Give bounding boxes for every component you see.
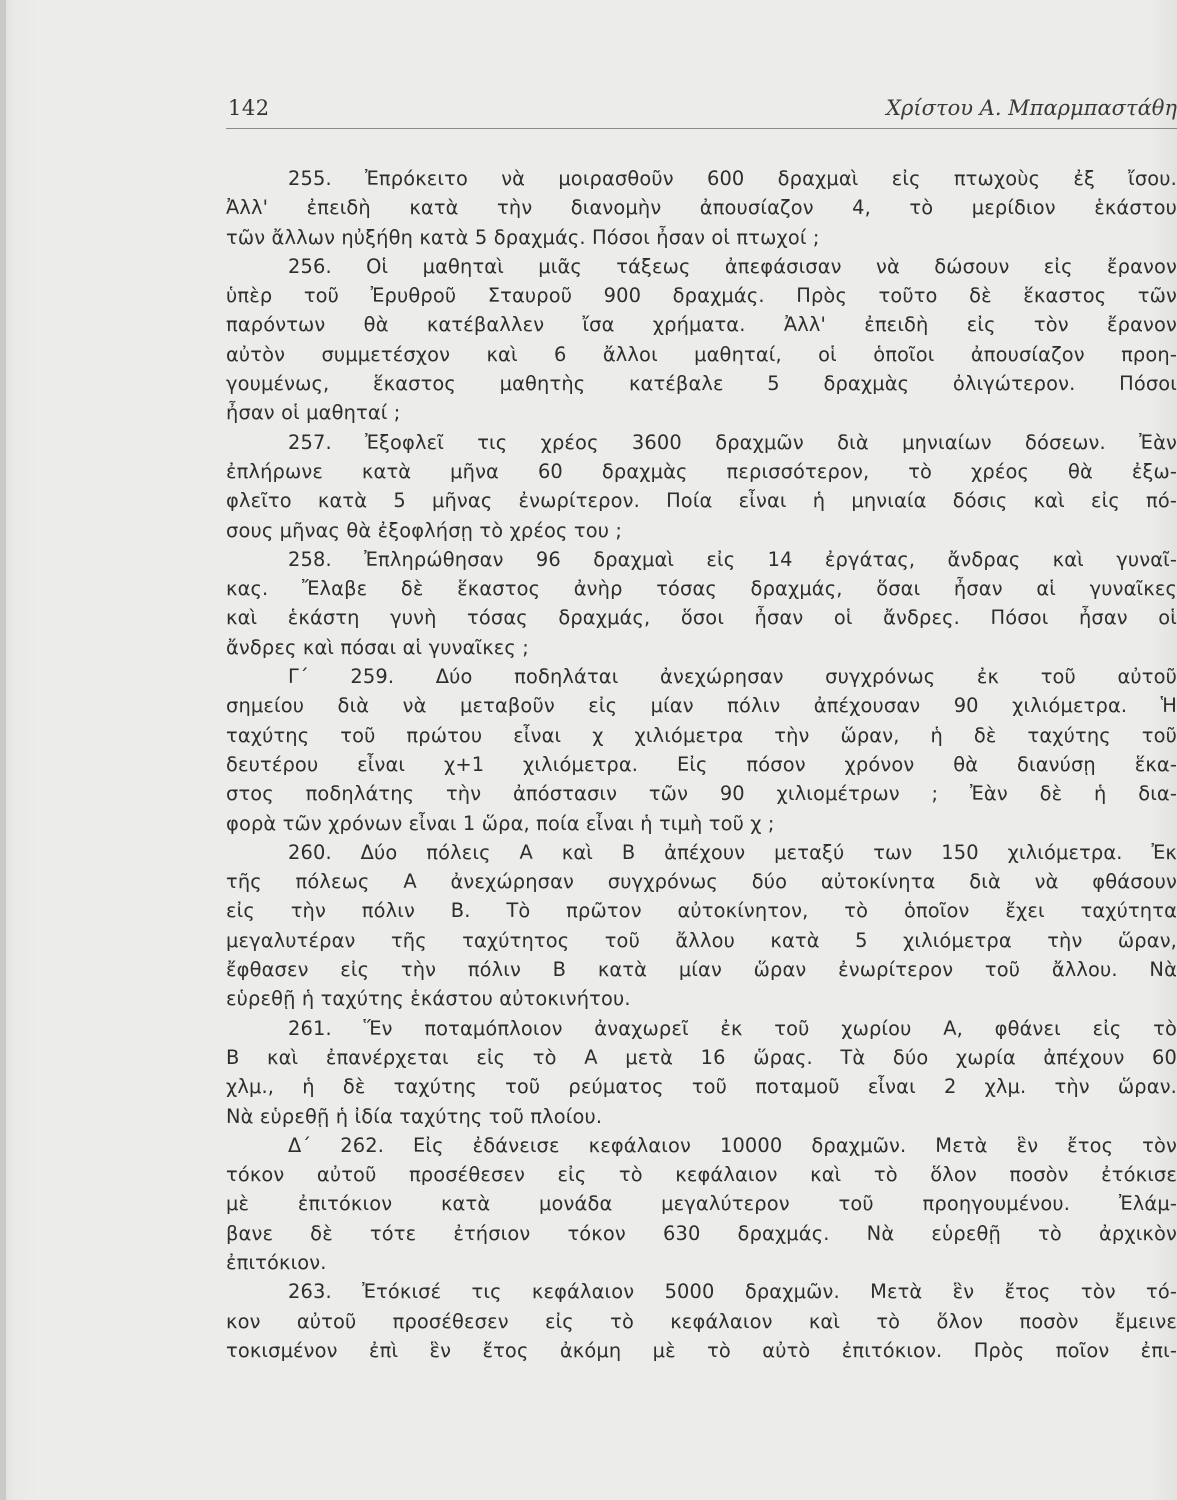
text-line: γουμένως, ἕκαστος μαθητὴς κατέβαλε 5 δραχμὰς ὀλιγώτερον. Πόσοι [226, 372, 1177, 396]
text-line: σους μῆνας θὰ ἐξοφλήσῃ τὸ χρέος του ; [226, 518, 623, 542]
text-line: 255. Ἐπρόκειτο νὰ μοιρασθοῦν 600 δραχμαὶ εἰς πτωχοὺς ἐξ ἴσου. [288, 167, 1177, 190]
text-line: στος ποδηλάτης τὴν ἀπόστασιν τῶν 90 χιλιομέτρων ; Ἐὰν δὲ ἡ δια- [226, 782, 1177, 806]
text-line: 260. Δύο πόλεις Α καὶ Β ἀπέχουν μεταξύ των 150 χιλιόμετρα. Ἐκ [288, 840, 1177, 864]
text-line: παρόντων θὰ κατέβαλλεν ἴσα χρήματα. Ἀλλ' ἐπειδὴ εἰς τὸν ἔρανον [226, 313, 1177, 337]
text-line: εὑρεθῇ ἡ ταχύτης ἑκάστου αὐτοκινήτου. [226, 987, 631, 1011]
running-title: Χρίστου Α. Μπαρμπαστάθη [886, 96, 1177, 120]
text-line: μεγαλυτέραν τῆς ταχύτητος τοῦ ἄλλου κατὰ 5 χιλιόμετρα τὴν ὥραν, [226, 928, 1177, 952]
problem-text-column [226, 164, 1177, 1365]
text-line: αὐτὸν συμμετέσχον καὶ 6 ἄλλοι μαθηταί, οἱ ὁποῖοι ἀπουσίαζον προη- [226, 342, 1177, 366]
text-line: Β καὶ ἐπανέρχεται εἰς τὸ Α μετὰ 16 ὥρας. Τὰ δύο χωρία ἀπέχουν 60 [226, 1045, 1177, 1069]
text-line: φορὰ τῶν χρόνων εἶναι 1 ὥρα, ποία εἶναι ἡ τιμὴ τοῦ χ ; [226, 811, 775, 835]
text-line: Νὰ εὑρεθῇ ἡ ἰδία ταχύτης τοῦ πλοίου. [226, 1104, 603, 1128]
text-line: φλεῖτο κατὰ 5 μῆνας ἐνωρίτερον. Ποία εἶναι ἡ μηνιαία δόσις καὶ εἰς πό- [226, 489, 1177, 513]
text-line: 257. Ἐξοφλεῖ τις χρέος 3600 δραχμῶν διὰ μηνιαίων δόσεων. Ἐὰν [288, 430, 1177, 454]
running-header [226, 96, 1177, 130]
text-line: ἐπλήρωνε κατὰ μῆνα 60 δραχμὰς περισσότερον, τὸ χρέος θὰ ἐξω- [226, 459, 1177, 483]
text-line: τῶν ἄλλων ηὐξήθη κατὰ 5 δραχμάς. Πόσοι ἦσαν οἱ πτωχοί ; [226, 225, 820, 249]
text-line: κον αὐτοῦ προσέθεσεν εἰς τὸ κεφάλαιον καὶ τὸ ὅλον ποσὸν ἔμεινε [226, 1309, 1177, 1333]
text-line: 258. Ἐπληρώθησαν 96 δραχμαὶ εἰς 14 ἐργάτας, ἄνδρας καὶ γυναῖ- [288, 547, 1177, 571]
text-line: 263. Ἐτόκισέ τις κεφάλαιον 5000 δραχμῶν. Μετὰ ἓν ἔτος τὸν τό- [288, 1280, 1177, 1304]
text-line: μὲ ἐπιτόκιον κατὰ μονάδα μεγαλύτερον τοῦ προηγουμένου. Ἐλάμ- [226, 1192, 1177, 1216]
header-rule [226, 128, 1177, 129]
text-line: χλμ., ἡ δὲ ταχύτης τοῦ ρεύματος τοῦ ποταμοῦ εἶναι 2 χλμ. τὴν ὥραν. [226, 1075, 1177, 1099]
text-line: σημείου διὰ νὰ μεταβοῦν εἰς μίαν πόλιν ἀπέχουσαν 90 χιλιόμετρα. Ἡ [226, 694, 1177, 718]
text-line: καὶ ἑκάστη γυνὴ τόσας δραχμάς, ὅσοι ἦσαν οἱ ἄνδρες. Πόσοι ἦσαν οἱ [226, 606, 1177, 630]
text-line: 256. Οἱ μαθηταὶ μιᾶς τάξεως ἀπεφάσισαν νὰ δώσουν εἰς ἔρανον [288, 254, 1177, 278]
text-line: ἄνδρες καὶ πόσαι αἱ γυναῖκες ; [226, 635, 529, 659]
text-line: βανε δὲ τότε ἐτήσιον τόκον 630 δραχμάς. Νὰ εὑρεθῇ τὸ ἀρχικὸν [226, 1221, 1177, 1245]
text-line: Ἀλλ' ἐπειδὴ κατὰ τὴν διανομὴν ἀπουσίαζον 4, τὸ μερίδιον ἑκάστου [226, 196, 1177, 220]
text-line: Γ´ 259. Δύο ποδηλάται ἀνεχώρησαν συγχρόνως ἐκ τοῦ αὐτοῦ [288, 665, 1177, 689]
text-line: ἦσαν οἱ μαθηταί ; [226, 401, 401, 425]
text-line: εἰς τὴν πόλιν Β. Τὸ πρῶτον αὐτοκίνητον, τὸ ὁποῖον ἔχει ταχύτητα [226, 899, 1177, 923]
page-edge-shadow [0, 0, 6, 1500]
text-line: δευτέρου εἶναι χ+1 χιλιόμετρα. Εἰς πόσον χρόνον θὰ διανύσῃ ἕκα- [226, 752, 1177, 776]
page-number: 142 [228, 96, 270, 120]
text-line: κας. Ἔλαβε δὲ ἕκαστος ἀνὴρ τόσας δραχμάς, ὅσαι ἦσαν αἱ γυναῖκες [226, 577, 1177, 601]
text-line: ἐπιτόκιον. [226, 1250, 327, 1274]
text-line: ὑπὲρ τοῦ Ἐρυθροῦ Σταυροῦ 900 δραχμάς. Πρὸς τοῦτο δὲ ἕκαστος τῶν [226, 284, 1177, 308]
text-line: τόκον αὐτοῦ προσέθεσεν εἰς τὸ κεφάλαιον καὶ τὸ ὅλον ποσὸν ἐτόκισε [226, 1163, 1177, 1187]
text-line: Δ´ 262. Εἰς ἐδάνεισε κεφάλαιον 10000 δραχμῶν. Μετὰ ἓν ἔτος τὸν [288, 1133, 1177, 1157]
text-line: ἔφθασεν εἰς τὴν πόλιν Β κατὰ μίαν ὥραν ἐνωρίτερον τοῦ ἄλλου. Νὰ [226, 958, 1177, 982]
text-line: ταχύτης τοῦ πρώτου εἶναι χ χιλιόμετρα τὴν ὥραν, ἡ δὲ ταχύτης τοῦ [226, 723, 1177, 747]
text-line: 261. Ἕν ποταμόπλοιον ἀναχωρεῖ ἐκ τοῦ χωρίου Α, φθάνει εἰς τὸ [288, 1016, 1177, 1040]
text-line: τῆς πόλεως Α ἀνεχώρησαν συγχρόνως δύο αὐτοκίνητα διὰ νὰ φθάσουν [226, 870, 1177, 894]
text-line: τοκισμένον ἐπὶ ἓν ἔτος ἀκόμη μὲ τὸ αὐτὸ ἐπιτόκιον. Πρὸς ποῖον ἐπι- [226, 1338, 1177, 1362]
